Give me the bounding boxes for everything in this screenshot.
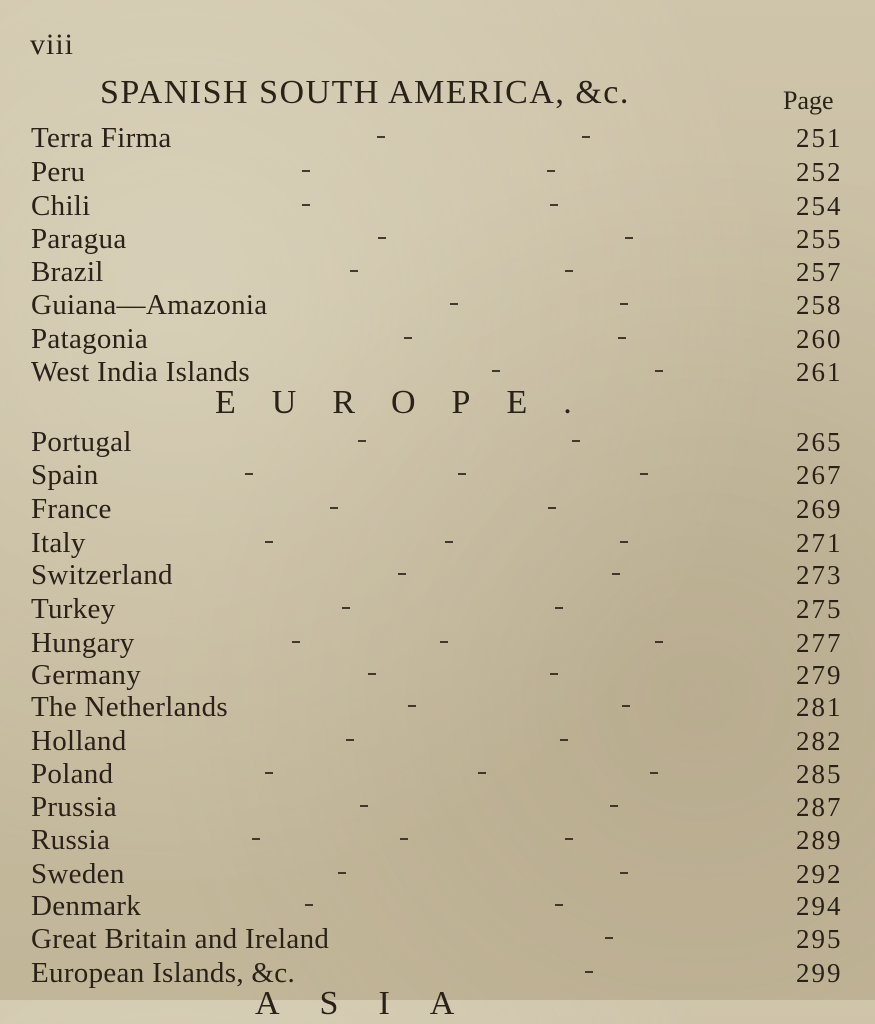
section-title-europe: EUROPE. [215, 384, 608, 421]
leader-dash [245, 473, 253, 475]
toc-entry [0, 922, 875, 956]
entry-page-number: 287 [796, 792, 843, 822]
toc-entry [0, 189, 875, 223]
toc-entry [0, 658, 875, 692]
entry-name: Portugal [31, 426, 132, 458]
leader-dash [565, 270, 573, 272]
entry-name: The Netherlands [31, 691, 228, 723]
toc-entry [0, 857, 875, 891]
leader-dash [605, 937, 613, 939]
leader-dash [547, 170, 555, 172]
leader-dash [655, 641, 663, 643]
entry-name: Great Britain and Ireland [31, 923, 330, 955]
entry-page-number: 251 [796, 123, 843, 153]
entry-page-number: 279 [796, 660, 843, 690]
entry-name: Guiana—Amazonia [31, 289, 268, 321]
toc-entry [0, 492, 875, 526]
leader-dash [620, 303, 628, 305]
leader-dash [618, 337, 626, 339]
leader-dash [640, 473, 648, 475]
leader-dash [368, 673, 376, 675]
entry-name: West India Islands [31, 356, 250, 388]
entry-page-number: 292 [796, 859, 843, 889]
toc-entry [0, 757, 875, 791]
entry-page-number: 265 [796, 427, 843, 457]
toc-entry [0, 288, 875, 322]
entry-page-number: 275 [796, 594, 843, 624]
entry-name: Poland [31, 758, 114, 790]
entry-page-number: 255 [796, 224, 843, 254]
entry-page-number: 285 [796, 759, 843, 789]
leader-dash [342, 607, 350, 609]
entry-name: Germany [31, 659, 142, 691]
entry-page-number: 252 [796, 157, 843, 187]
toc-entry [0, 121, 875, 155]
page-column-label: Page [783, 86, 834, 115]
leader-dash [408, 705, 416, 707]
leader-dash [400, 838, 408, 840]
toc-entry [0, 425, 875, 459]
leader-dash [378, 237, 386, 239]
leader-dash [445, 541, 453, 543]
page-folio: viii [30, 28, 75, 61]
entry-name: Terra Firma [31, 122, 172, 154]
toc-entry [0, 724, 875, 758]
entry-name: Turkey [31, 593, 116, 625]
leader-dash [404, 337, 412, 339]
toc-entry [0, 823, 875, 857]
entry-page-number: 267 [796, 460, 843, 490]
entry-name: Denmark [31, 890, 142, 922]
entry-page-number: 282 [796, 726, 843, 756]
leader-dash [555, 607, 563, 609]
entry-name: Prussia [31, 791, 117, 823]
leader-dash [305, 904, 313, 906]
leader-dash [625, 237, 633, 239]
leader-dash [548, 507, 556, 509]
entry-name: Holland [31, 725, 127, 757]
leader-dash [585, 971, 593, 973]
leader-dash [265, 772, 273, 774]
entry-page-number: 273 [796, 560, 843, 590]
entry-name: France [31, 493, 112, 525]
entry-name: Peru [31, 156, 86, 188]
toc-entry [0, 626, 875, 660]
leader-dash [302, 170, 310, 172]
toc-entry [0, 790, 875, 824]
leader-dash [440, 641, 448, 643]
leader-dash [582, 136, 590, 138]
entry-name: Italy [31, 527, 86, 559]
leader-dash [265, 541, 273, 543]
toc-entry [0, 458, 875, 492]
entry-name: Chili [31, 190, 91, 222]
entry-name: Brazil [31, 256, 104, 288]
toc-entry [0, 558, 875, 592]
leader-dash [565, 838, 573, 840]
leader-dash [350, 270, 358, 272]
entry-page-number: 277 [796, 628, 843, 658]
entry-page-number: 294 [796, 891, 843, 921]
section-title-spanish-south-america: SPANISH SOUTH AMERICA, &c. [100, 74, 630, 111]
entry-name: Spain [31, 459, 99, 491]
toc-entry [0, 690, 875, 724]
leader-dash [572, 440, 580, 442]
entry-page-number: 299 [796, 958, 843, 988]
toc-entry [0, 322, 875, 356]
toc-entry [0, 889, 875, 923]
leader-dash [650, 772, 658, 774]
entry-page-number: 261 [796, 357, 843, 387]
entry-name: European Islands, &c. [31, 957, 296, 989]
entry-page-number: 257 [796, 257, 843, 287]
leader-dash [620, 872, 628, 874]
entry-page-number: 271 [796, 528, 843, 558]
leader-dash [622, 705, 630, 707]
leader-dash [358, 440, 366, 442]
entry-name: Paragua [31, 223, 127, 255]
toc-entry [0, 155, 875, 189]
section-title-asia-partial: ASIA [255, 985, 495, 1022]
entry-name: Sweden [31, 858, 125, 890]
leader-dash [252, 838, 260, 840]
leader-dash [302, 204, 310, 206]
leader-dash [346, 739, 354, 741]
leader-dash [620, 541, 628, 543]
leader-dash [398, 573, 406, 575]
leader-dash [360, 805, 368, 807]
leader-dash [560, 739, 568, 741]
entry-page-number: 295 [796, 924, 843, 954]
entry-page-number: 254 [796, 191, 843, 221]
entry-page-number: 281 [796, 692, 843, 722]
toc-entry [0, 526, 875, 560]
leader-dash [458, 473, 466, 475]
leader-dash [292, 641, 300, 643]
leader-dash [555, 904, 563, 906]
leader-dash [610, 805, 618, 807]
leader-dash [478, 772, 486, 774]
toc-entry [0, 592, 875, 626]
leader-dash [377, 136, 385, 138]
entry-page-number: 289 [796, 825, 843, 855]
leader-dash [655, 370, 663, 372]
leader-dash [450, 303, 458, 305]
entry-page-number: 269 [796, 494, 843, 524]
entry-name: Russia [31, 824, 111, 856]
entry-page-number: 260 [796, 324, 843, 354]
entry-name: Hungary [31, 627, 135, 659]
leader-dash [550, 204, 558, 206]
entry-name: Switzerland [31, 559, 173, 591]
entry-name: Patagonia [31, 323, 149, 355]
toc-entry [0, 222, 875, 256]
leader-dash [338, 872, 346, 874]
leader-dash [492, 370, 500, 372]
leader-dash [550, 673, 558, 675]
entry-page-number: 258 [796, 290, 843, 320]
leader-dash [330, 507, 338, 509]
leader-dash [612, 573, 620, 575]
toc-entry [0, 255, 875, 289]
